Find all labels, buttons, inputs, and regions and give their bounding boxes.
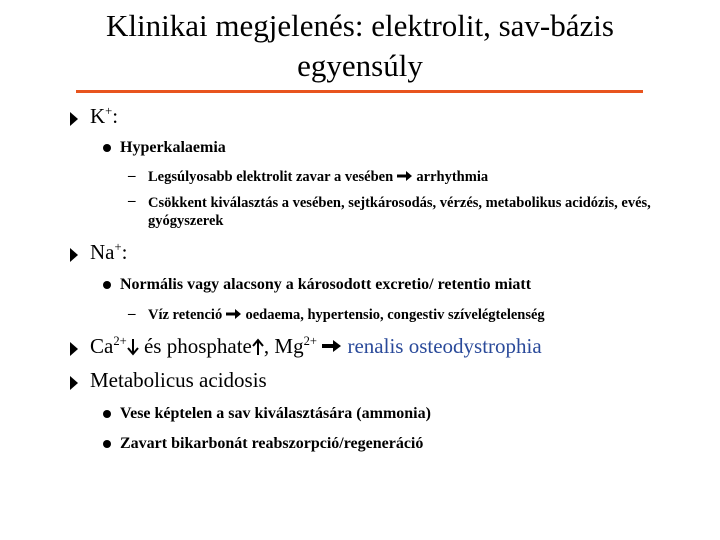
right-arrow-icon <box>397 170 413 182</box>
bullet-dot-icon <box>103 410 111 418</box>
ca-label: Ca <box>90 334 114 358</box>
ca-mid: és phosphate <box>143 334 252 358</box>
na-label: Na <box>90 240 115 264</box>
k-colon: : <box>112 104 119 128</box>
ca-result: renalis osteodystrophia <box>347 334 542 358</box>
bullet-k-detail-1 <box>148 169 488 186</box>
bullet-acidosis: Metabolicus acidosis <box>90 368 267 392</box>
na-detail-1-result: oedaema, hypertensio, congestiv szívelégtelenség <box>245 307 545 323</box>
title-divider <box>76 90 643 93</box>
bullet-acid-sub-1: Vese képtelen a sav kiválasztására (ammonia) <box>120 405 431 422</box>
right-arrow-icon <box>322 339 342 353</box>
na-detail-1-text: Víz retenció <box>148 307 223 323</box>
down-arrow-icon <box>127 338 139 356</box>
ca-mg-sup: 2+ <box>303 334 317 348</box>
bullet-dot-icon <box>103 440 111 448</box>
k-sup: + <box>105 104 113 118</box>
right-arrow-icon <box>226 308 242 320</box>
bullet-k-detail-2: Csökkent kiválasztás a vesében, sejtkárosodás, vérzés, metabolikus acidózis, evés, gyógyszerek <box>148 195 651 229</box>
k-label: K <box>90 104 106 128</box>
bullet-triangle-icon <box>70 376 78 390</box>
bullet-k <box>90 104 118 129</box>
dash-icon: – <box>128 193 136 209</box>
bullet-hyperkalaemia: Hyperkalaemia <box>120 139 226 156</box>
na-sup: + <box>114 240 122 254</box>
bullet-dot-icon <box>103 144 111 152</box>
bullet-na <box>90 240 127 265</box>
bullet-dot-icon <box>103 281 111 289</box>
bullet-triangle-icon <box>70 342 78 356</box>
bullet-triangle-icon <box>70 248 78 262</box>
bullet-na-sub: Normális vagy alacsony a károsodott excretio/ retentio miatt <box>120 276 532 293</box>
bullet-ca <box>90 334 542 359</box>
ca-sup: 2+ <box>113 334 127 348</box>
k-detail-1-result: arrhythmia <box>416 169 489 185</box>
dash-icon: – <box>128 306 136 322</box>
bullet-na-detail-1 <box>148 307 545 324</box>
k-detail-1-text: Legsúlyosabb elektrolit zavar a vesében <box>148 169 394 185</box>
slide-title-line-1: Klinikai megjelenés: elektrolit, sav-bázis <box>106 8 614 43</box>
bullet-triangle-icon <box>70 112 78 126</box>
ca-mg: , Mg <box>263 334 304 358</box>
na-colon: : <box>121 240 128 264</box>
slide-title <box>0 6 720 86</box>
up-arrow-icon <box>252 338 264 356</box>
bullet-acid-sub-2: Zavart bikarbonát reabszorpció/regeneráció <box>120 435 424 452</box>
dash-icon: – <box>128 168 136 184</box>
slide-title-line-2: egyensúly <box>297 48 423 83</box>
